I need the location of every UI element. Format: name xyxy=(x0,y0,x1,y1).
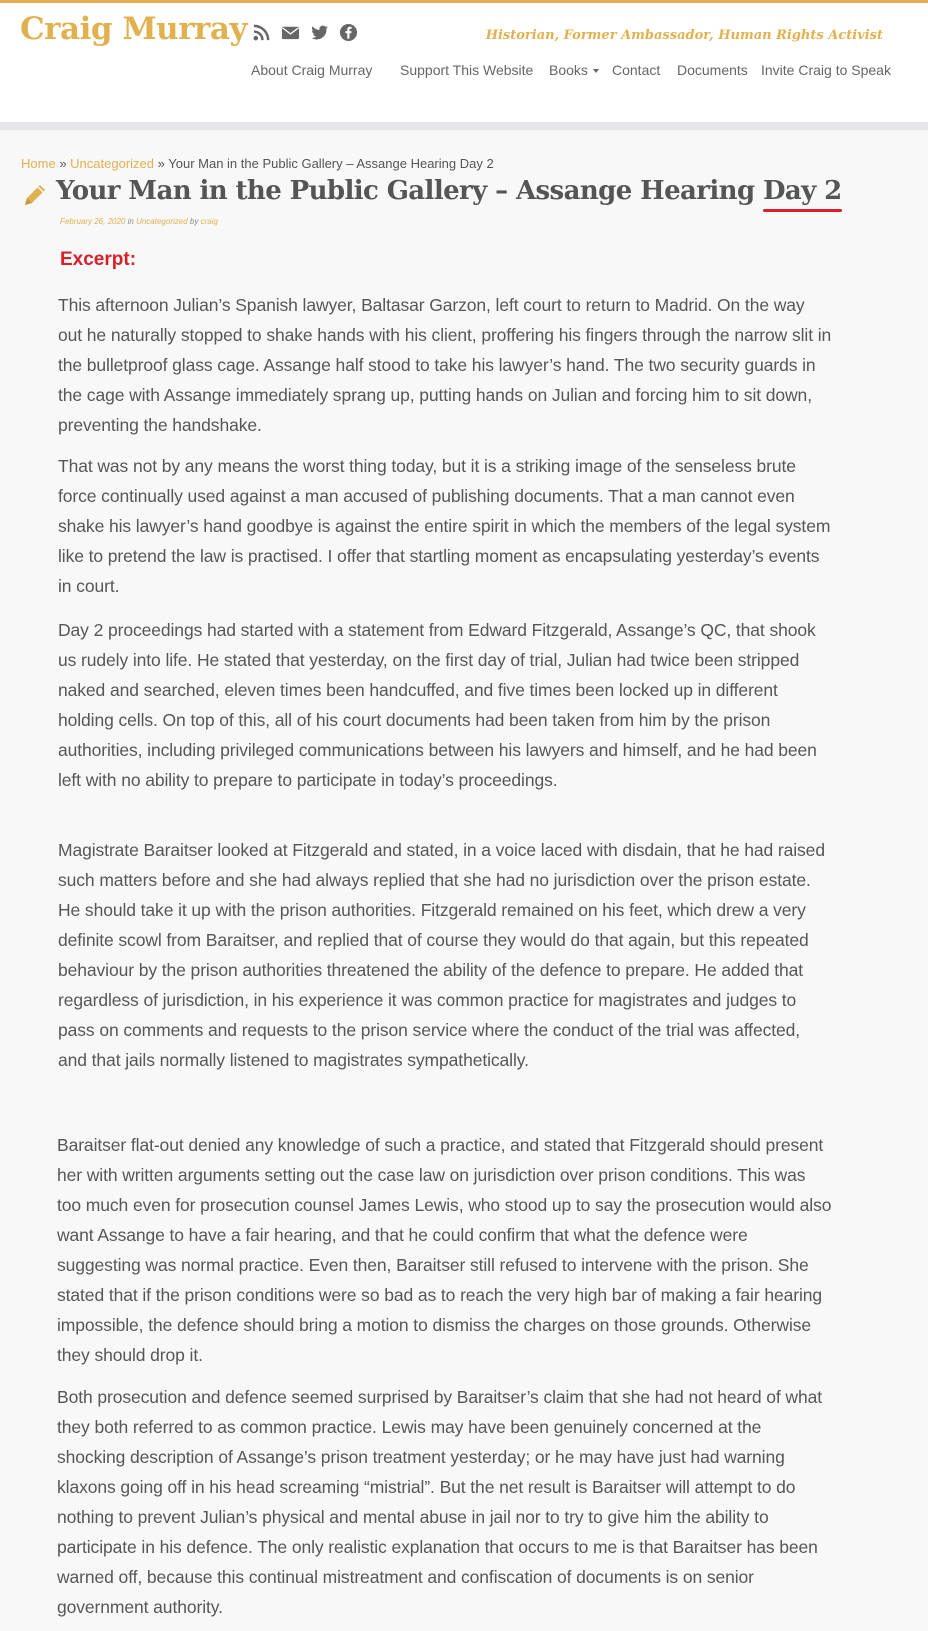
post-paragraph: Magistrate Baraitser looked at Fitzgerald and stated, in a voice laced with disdain, that he had raised such matters before and she had always replied that she had no jurisdiction over the prison estate. He should take it up with the prison authorities. Fitzgerald remained on his feet, which drew a very definite scowl from Baraitser, and replied that of course they would do that again, but this repeated behaviour by the prison authorities threatened the ability of the defence to prepare. He added that regardless of jurisdiction, in his experience it was common practice for magistrates and judges to pass on comments and requests to the prison service where the conduct of the trial was affected, and that jails normally listened to magistrates sympathetically. xyxy=(58,840,825,1070)
site-title-link[interactable]: Craig Murray xyxy=(20,11,247,47)
nav-item-books-label: Books xyxy=(549,62,588,78)
breadcrumb-separator: » xyxy=(157,156,165,171)
social-icons xyxy=(252,23,358,42)
post-category-link[interactable]: Uncategorized xyxy=(136,217,188,226)
post-date[interactable]: February 26, 2020 xyxy=(60,217,126,226)
nav-item-about[interactable]: About Craig Murray xyxy=(251,62,373,78)
facebook-icon[interactable] xyxy=(339,23,358,42)
twitter-icon[interactable] xyxy=(310,23,329,42)
nav-item-contact[interactable]: Contact xyxy=(612,62,661,78)
post-title-main: Your Man in the Public Gallery – Assange Hearing xyxy=(56,176,755,206)
breadcrumb-current: Your Man in the Public Gallery – Assange Hearing Day 2 xyxy=(168,156,494,171)
post-title-highlight: Day 2 xyxy=(762,176,842,206)
post-title xyxy=(56,176,842,206)
post-paragraph: Day 2 proceedings had started with a statement from Edward Fitzgerald, Assange’s QC, that shook us rudely into life. He stated that yesterday, on the first day of trial, Julian had twice been stripped naked and searched, eleven times been handcuffed, and five times been locked up in different holding cells. On top of this, all of his court documents had been taken from him by the prison authorities, including privileged communications between his lawyers and himself, and he had been left with no ability to prepare to participate in today’s proceedings. xyxy=(58,620,817,790)
nav-item-books[interactable] xyxy=(549,62,599,78)
post-meta xyxy=(60,217,218,226)
envelope-icon[interactable] xyxy=(281,23,300,42)
rss-icon[interactable] xyxy=(252,23,271,42)
site-tagline: Historian, Former Ambassador, Human Rights Activist xyxy=(485,28,883,43)
breadcrumb-category[interactable]: Uncategorized xyxy=(70,156,154,171)
post-paragraph: That was not by any means the worst thing today, but it is a striking image of the senseless brute force continually used against a man accused of publishing documents. That a man cannot even shake his lawyer’s hand goodbye is against the entire spirit in which the members of the legal system like to pretend the law is practised. I offer that startling moment as encapsulating yesterday’s events in court. xyxy=(58,456,831,596)
post-meta-by: by xyxy=(189,217,199,226)
nav-item-documents[interactable]: Documents xyxy=(677,62,748,78)
breadcrumb-home[interactable]: Home xyxy=(21,156,56,171)
chevron-down-icon xyxy=(593,69,599,73)
nav-item-invite[interactable]: Invite Craig to Speak xyxy=(761,62,891,78)
pencil-icon xyxy=(21,181,49,209)
breadcrumb xyxy=(21,156,494,171)
nav-item-support[interactable]: Support This Website xyxy=(400,62,534,78)
site-header xyxy=(0,3,928,130)
post-author-link[interactable]: craig xyxy=(200,217,218,226)
post-paragraph: This afternoon Julian’s Spanish lawyer, Baltasar Garzon, left court to return to Madrid. On the way out he naturally stopped to shake hands with his client, proffering his fingers through the narrow slit in the bulletproof glass cage. Assange half stood to take his lawyer’s hand. The two security guards in the cage with Assange immediately sprang up, putting hands on Julian and forcing him to sit down, preventing the handshake. xyxy=(58,295,832,435)
post-paragraph: Both prosecution and defence seemed surprised by Baraitser’s claim that she had not heard of what they both referred to as common practice. Lewis may have been genuinely concerned at the shocking description of Assange’s prison treatment yesterday; or he may have just had warning klaxons going off in his head screaming “mistrial”. But the net result is Baraitser will attempt to do nothing to prevent Julian’s physical and mental abuse in jail nor to try to give him the ability to participate in his defence. The only realistic explanation that occurs to me is that Baraitser has been warned off, because this continual mistreatment and confiscation of documents is on senior government authority. xyxy=(57,1387,822,1617)
excerpt-label: Excerpt: xyxy=(60,249,137,270)
post-meta-in: in xyxy=(127,217,134,226)
breadcrumb-separator: » xyxy=(59,156,67,171)
post-paragraph: Baraitser flat-out denied any knowledge of such a practice, and stated that Fitzgerald should present her with written arguments setting out the case law on jurisdiction over prison conditions. This was too much even for prosecution counsel James Lewis, who stood up to say the prosecution would also want Assange to have a fair hearing, and that he could confirm that what the defence were suggesting was normal practice. Even then, Baraitser still refused to intervene with the prison. She stated that if the prison conditions were so bad as to reach the very high bar of making a fair hearing impossible, the defence should bring a motion to dismiss the charges on those grounds. Otherwise they should drop it. xyxy=(57,1135,832,1365)
